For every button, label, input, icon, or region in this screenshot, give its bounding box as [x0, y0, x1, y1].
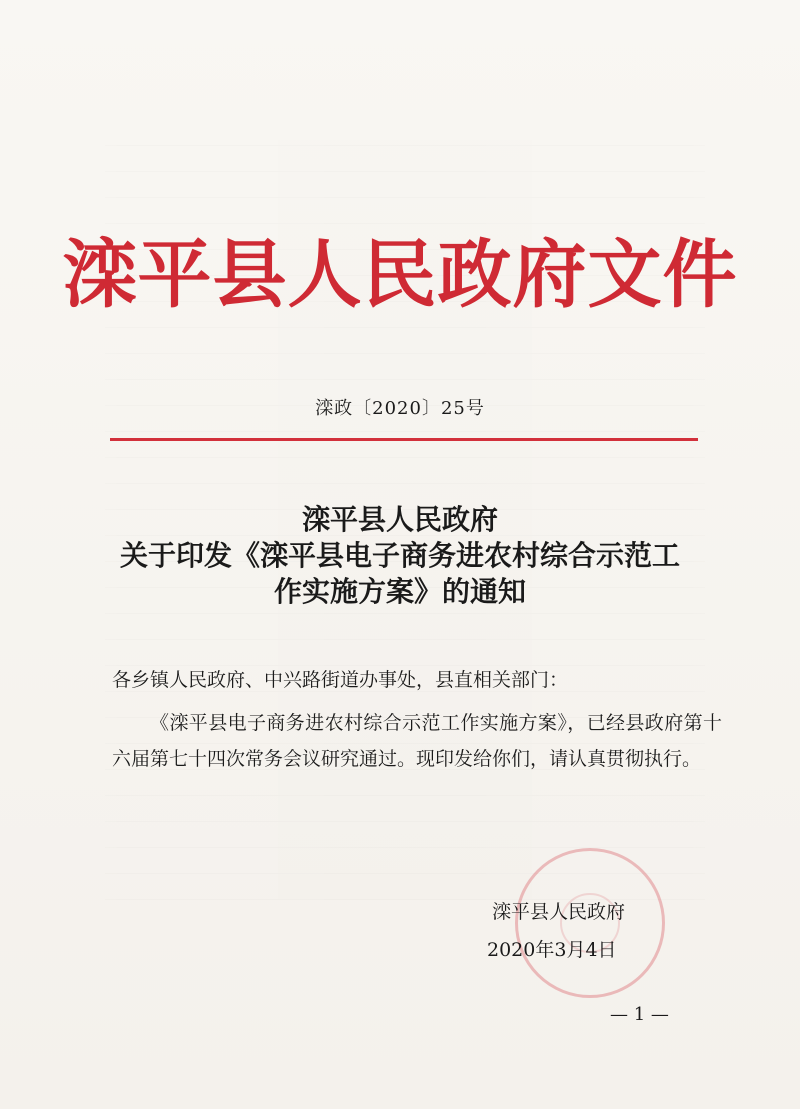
- red-separator-line: [110, 438, 698, 441]
- notice-title-line-2: 关于印发《滦平县电子商务进农村综合示范工: [119, 539, 680, 572]
- notice-title-line-3: 作实施方案》的通知: [273, 575, 526, 608]
- notice-title: [90, 502, 710, 610]
- notice-title-line-1: 滦平县人民政府: [301, 503, 498, 536]
- document-header-title: 滦平县人民政府文件: [62, 232, 738, 318]
- recipient-line: 各乡镇人民政府、中兴路街道办事处，县直相关部门：: [112, 669, 569, 691]
- page-number: — 1 —: [610, 1004, 669, 1025]
- notice-body-text: 《滦平县电子商务进农村综合示范工作实施方案》，已经县政府第十六届第七十四次常务会议研究通过。现印发给你们，请认真贯彻执行。: [112, 712, 722, 770]
- signature-organization: 滦平县人民政府: [492, 901, 626, 923]
- document-number: 滦政〔2020〕25号: [315, 398, 485, 419]
- signature-date: 2020年3月4日: [487, 939, 617, 961]
